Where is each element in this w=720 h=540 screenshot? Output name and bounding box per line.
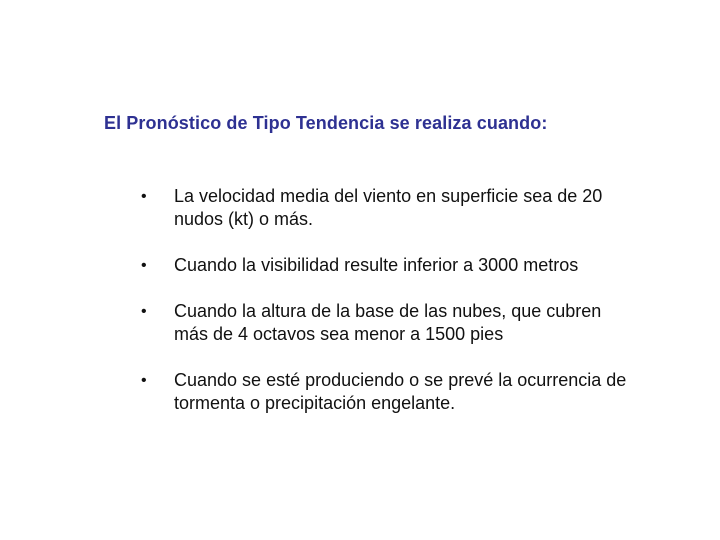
bullet-marker: • bbox=[141, 303, 147, 320]
bullet-item-cloud-base bbox=[136, 300, 636, 346]
bullet-text: La velocidad media del viento en superficie sea de 20 nudos (kt) o más. bbox=[174, 186, 603, 229]
bullet-marker: • bbox=[141, 372, 147, 389]
bullet-marker: • bbox=[141, 257, 147, 274]
bullet-list bbox=[136, 185, 636, 415]
bullet-text: Cuando la visibilidad resulte inferior a 3000 metros bbox=[174, 255, 579, 275]
bullet-text: Cuando se esté produciendo o se prevé la ocurrencia de tormenta o precipitación engelante. bbox=[174, 370, 627, 413]
bullet-item-storm bbox=[136, 369, 636, 415]
bullet-text: Cuando la altura de la base de las nubes, que cubren más de 4 octavos sea menor a 1500 pies bbox=[174, 301, 602, 344]
slide-heading: El Pronóstico de Tipo Tendencia se realiza cuando: bbox=[104, 113, 548, 133]
bullet-item-wind bbox=[136, 185, 636, 231]
bullet-marker: • bbox=[141, 188, 147, 205]
bullet-item-visibility bbox=[136, 254, 636, 277]
